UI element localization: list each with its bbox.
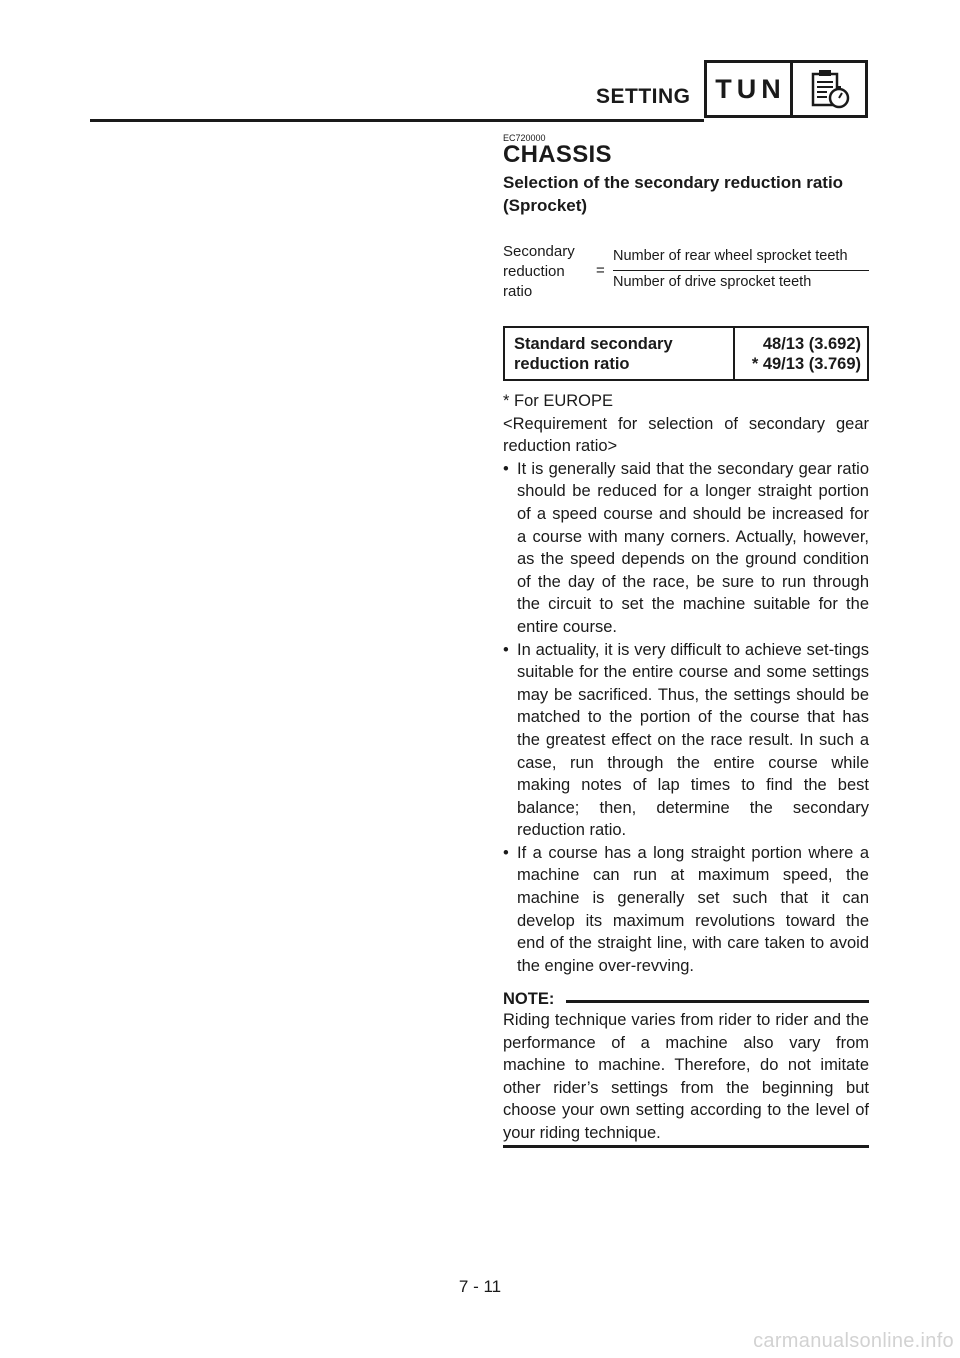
spec-label-line: reduction ratio xyxy=(514,355,630,373)
note-rule xyxy=(566,1000,869,1003)
fraction-bar xyxy=(613,270,869,271)
spec-table xyxy=(503,326,869,381)
note-box xyxy=(503,989,869,1145)
requirement-title: <Requirement for selection of secondary gear reduction ratio> xyxy=(503,414,869,456)
spec-value-line: 48/13 (3.692) xyxy=(762,335,861,353)
list-item-text: In actuality, it is very difficult to achieve set-tings suitable for the entire course and some settings may be sacrificed. Thus, the settings should be matched to the portion of the course that has the greatest effect on the race result. In such a case, run through the entire course while making notes of lap times to find the best balance; then, determine the secondary reduction ratio. xyxy=(517,640,869,840)
list-item xyxy=(503,639,869,842)
footnote: * For EUROPE xyxy=(503,392,614,410)
formula-left-line: ratio xyxy=(503,283,533,300)
note-label: NOTE: xyxy=(503,989,555,1008)
formula-left-line: Secondary xyxy=(503,243,575,260)
list-item xyxy=(503,842,869,978)
spec-label-line: Standard secondary xyxy=(514,335,673,353)
section-tab xyxy=(704,60,868,118)
note-bottom-rule xyxy=(503,1145,869,1148)
note-text: Riding technique varies from rider to rider and the performance of a machine also vary from machine to machine. Therefore, do not imitate other rider’s settings from the beginning but choose your own setting according to the level of your riding technique. xyxy=(503,1011,869,1142)
body-text xyxy=(503,390,869,977)
page-number: 7 - 11 xyxy=(458,1277,502,1296)
section-code: EC720000 xyxy=(503,133,546,143)
list-item-text: It is generally said that the secondary gear ratio should be reduced for a longer straight portion of a speed course and should be increased for a course with many corners. Actually, however, as the speed depends on the ground condition of the day of the race, be sure to run through the circuit to set the machine suitable for the entire course. xyxy=(517,459,869,636)
formula-left-label xyxy=(503,242,575,302)
spec-value-line: * 49/13 (3.769) xyxy=(751,355,861,373)
formula-denominator: Number of drive sprocket teeth xyxy=(613,274,812,290)
bullet-dot: • xyxy=(503,459,509,478)
list-item xyxy=(503,458,869,639)
checklist-stopwatch-icon xyxy=(793,63,865,115)
page-heading: CHASSIS xyxy=(503,141,612,168)
bullet-dot: • xyxy=(503,640,509,659)
header-rule xyxy=(90,119,704,122)
list-item-text: If a course has a long straight portion where a machine can run at maximum speed, the machine is generally set such that it can develop its maximum revolutions toward the end of the straight line, with care taken to avoid the engine over-revving. xyxy=(517,843,869,975)
note-header xyxy=(503,989,869,1009)
page-subheading: Selection of the secondary reduction ratio (Sprocket) xyxy=(503,173,844,215)
spec-label xyxy=(505,328,735,379)
formula-equals: = xyxy=(596,262,605,279)
spec-value xyxy=(735,328,867,379)
formula-numerator: Number of rear wheel sprocket teeth xyxy=(613,248,848,264)
watermark: carmanualsonline.info xyxy=(753,1330,954,1352)
tab-label: TUN xyxy=(707,63,793,115)
formula-left-line: reduction xyxy=(503,263,565,280)
bullet-dot: • xyxy=(503,843,509,862)
section-title: SETTING xyxy=(596,85,691,108)
